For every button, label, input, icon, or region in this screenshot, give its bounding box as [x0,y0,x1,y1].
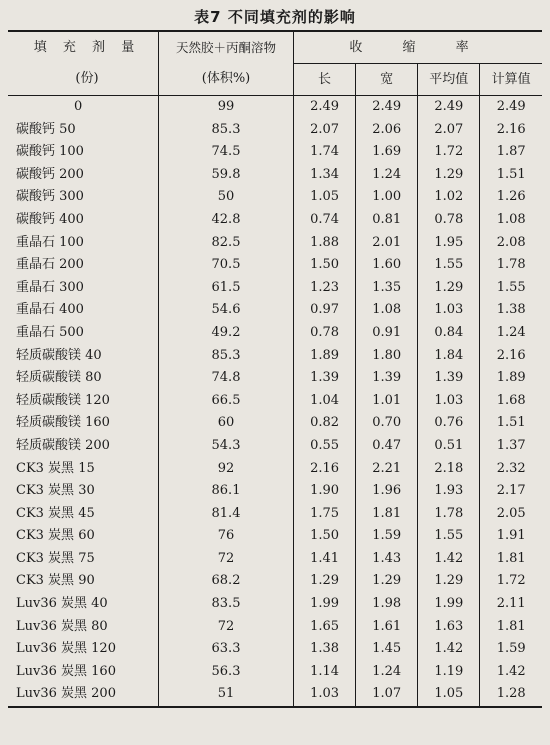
table-row [8,367,542,390]
cell-volume-percent: 42.8 [159,209,294,232]
cell-calculated: 2.17 [480,480,542,503]
table-row [8,186,542,209]
table-row [8,570,542,593]
table-row [8,435,542,458]
cell-width: 1.35 [356,277,418,300]
cell-width: 1.07 [356,683,418,707]
cell-width: 1.24 [356,164,418,187]
table-row [8,141,542,164]
cell-average: 1.03 [418,390,480,413]
table-row [8,548,542,571]
cell-width: 1.81 [356,503,418,526]
cell-length: 1.50 [294,525,356,548]
cell-calculated: 1.72 [480,570,542,593]
cell-volume-percent: 50 [159,186,294,209]
cell-calculated: 1.24 [480,322,542,345]
table-row [8,164,542,187]
cell-calculated: 1.55 [480,277,542,300]
cell-filler-amount: Luv36 炭黑 120 [16,641,116,657]
cell-average: 1.02 [418,186,480,209]
table-row [8,661,542,684]
cell-average: 1.55 [418,254,480,277]
cell-length: 1.23 [294,277,356,300]
cell-length: 1.50 [294,254,356,277]
cell-volume-percent: 66.5 [159,390,294,413]
cell-average: 0.78 [418,209,480,232]
cell-volume-percent: 54.6 [159,299,294,322]
cell-volume-percent: 74.8 [159,367,294,390]
cell-volume-percent: 86.1 [159,480,294,503]
cell-calculated: 1.38 [480,299,542,322]
table-row [8,254,542,277]
cell-volume-percent: 49.2 [159,322,294,345]
cell-average: 1.05 [418,683,480,707]
cell-average: 0.76 [418,412,480,435]
cell-calculated: 2.08 [480,232,542,255]
table-row [8,480,542,503]
cell-filler-amount: CK3 炭黑 45 [16,505,95,521]
cell-length: 1.74 [294,141,356,164]
cell-average: 1.72 [418,141,480,164]
header-volume-bottom: (体积%) [159,64,294,96]
cell-volume-percent: 83.5 [159,593,294,616]
cell-calculated: 1.26 [480,186,542,209]
cell-length: 1.89 [294,345,356,368]
cell-calculated: 2.16 [480,119,542,142]
table-row [8,593,542,616]
cell-filler-amount: 碳酸钙 100 [16,144,84,160]
cell-length: 1.14 [294,661,356,684]
cell-length: 1.65 [294,616,356,639]
cell-width: 0.70 [356,412,418,435]
cell-filler-amount: 碳酸钙 50 [16,121,76,137]
cell-calculated: 1.78 [480,254,542,277]
cell-length: 1.41 [294,548,356,571]
cell-width: 2.06 [356,119,418,142]
cell-filler-amount: 重晶石 200 [16,257,84,273]
cell-volume-percent: 63.3 [159,638,294,661]
header-width: 宽 [356,64,418,96]
cell-width: 1.00 [356,186,418,209]
cell-average: 0.84 [418,322,480,345]
cell-volume-percent: 82.5 [159,232,294,255]
header-calculated: 计算值 [480,64,542,96]
cell-width: 2.49 [356,96,418,119]
cell-length: 1.04 [294,390,356,413]
cell-length: 0.74 [294,209,356,232]
cell-width: 1.45 [356,638,418,661]
cell-filler-amount: 重晶石 500 [16,324,84,340]
cell-width: 1.59 [356,525,418,548]
cell-width: 1.24 [356,661,418,684]
header-shrinkage: 收 缩 率 [294,31,543,64]
cell-volume-percent: 56.3 [159,661,294,684]
cell-average: 1.29 [418,164,480,187]
cell-width: 1.96 [356,480,418,503]
cell-filler-amount: Luv36 炭黑 80 [16,618,108,634]
cell-volume-percent: 54.3 [159,435,294,458]
cell-filler-amount: 轻质碳酸镁 160 [16,415,110,431]
cell-length: 0.82 [294,412,356,435]
cell-filler-amount: 碳酸钙 200 [16,166,84,182]
cell-filler-amount: CK3 炭黑 90 [16,573,95,589]
table-row [8,277,542,300]
cell-calculated: 2.11 [480,593,542,616]
cell-average: 1.78 [418,503,480,526]
cell-volume-percent: 74.5 [159,141,294,164]
header-length: 长 [294,64,356,96]
cell-calculated: 1.51 [480,164,542,187]
cell-width: 0.91 [356,322,418,345]
cell-volume-percent: 76 [159,525,294,548]
cell-filler-amount: 0 [74,99,83,114]
cell-volume-percent: 72 [159,616,294,639]
cell-filler-amount: Luv36 炭黑 160 [16,663,116,679]
cell-length: 1.29 [294,570,356,593]
table-row [8,616,542,639]
cell-volume-percent: 85.3 [159,119,294,142]
cell-calculated: 1.37 [480,435,542,458]
cell-filler-amount: 轻质碳酸镁 40 [16,347,102,363]
cell-filler-amount: CK3 炭黑 30 [16,483,95,499]
table-row [8,390,542,413]
cell-calculated: 1.51 [480,412,542,435]
cell-average: 1.29 [418,570,480,593]
header-filler: 填 充 剂 量 [8,31,159,64]
table-header [8,31,542,96]
cell-length: 1.99 [294,593,356,616]
cell-width: 1.61 [356,616,418,639]
cell-volume-percent: 70.5 [159,254,294,277]
header-unit: (份) [8,64,159,96]
cell-length: 1.34 [294,164,356,187]
cell-average: 1.42 [418,638,480,661]
table-row [8,458,542,481]
header-row-bottom [8,64,542,96]
table-row [8,345,542,368]
cell-length: 0.55 [294,435,356,458]
cell-width: 1.08 [356,299,418,322]
cell-width: 1.69 [356,141,418,164]
header-average: 平均值 [418,64,480,96]
cell-calculated: 2.05 [480,503,542,526]
table-row [8,119,542,142]
cell-length: 1.38 [294,638,356,661]
cell-filler-amount: 轻质碳酸镁 80 [16,370,102,386]
cell-average: 1.63 [418,616,480,639]
cell-length: 1.90 [294,480,356,503]
cell-volume-percent: 85.3 [159,345,294,368]
cell-filler-amount: CK3 炭黑 15 [16,460,95,476]
cell-average: 1.55 [418,525,480,548]
cell-calculated: 2.49 [480,96,542,119]
cell-average: 1.42 [418,548,480,571]
table-body [8,96,542,708]
table-row [8,503,542,526]
cell-filler-amount: 轻质碳酸镁 120 [16,392,110,408]
cell-volume-percent: 51 [159,683,294,707]
cell-filler-amount: 碳酸钙 400 [16,211,84,227]
cell-average: 1.19 [418,661,480,684]
cell-volume-percent: 59.8 [159,164,294,187]
table-row [8,209,542,232]
cell-length: 1.88 [294,232,356,255]
table-row [8,412,542,435]
table-row [8,299,542,322]
cell-volume-percent: 99 [159,96,294,119]
cell-filler-amount: Luv36 炭黑 200 [8,683,159,707]
cell-calculated: 2.16 [480,345,542,368]
cell-filler-amount: 重晶石 300 [16,279,84,295]
table-title: 表7 不同填充剂的影响 [194,8,356,26]
cell-width: 1.80 [356,345,418,368]
cell-average: 1.39 [418,367,480,390]
cell-filler-amount: Luv36 炭黑 40 [16,596,108,612]
cell-width: 2.21 [356,458,418,481]
cell-calculated: 1.89 [480,367,542,390]
cell-calculated: 1.87 [480,141,542,164]
table-row [8,683,542,707]
cell-filler-amount: 轻质碳酸镁 200 [16,437,110,453]
cell-average: 1.99 [418,593,480,616]
cell-filler-amount: 碳酸钙 300 [16,189,84,205]
cell-length: 2.16 [294,458,356,481]
cell-volume-percent: 72 [159,548,294,571]
cell-volume-percent: 68.2 [159,570,294,593]
cell-length: 1.03 [294,683,356,707]
cell-calculated: 1.42 [480,661,542,684]
cell-average: 1.95 [418,232,480,255]
cell-width: 1.29 [356,570,418,593]
cell-length: 0.97 [294,299,356,322]
cell-average: 1.84 [418,345,480,368]
cell-filler-amount: CK3 炭黑 60 [16,528,95,544]
cell-length: 1.75 [294,503,356,526]
cell-volume-percent: 61.5 [159,277,294,300]
cell-width: 0.47 [356,435,418,458]
cell-volume-percent: 81.4 [159,503,294,526]
cell-filler-amount: 重晶石 400 [16,302,84,318]
cell-calculated: 1.81 [480,548,542,571]
cell-calculated: 1.28 [480,683,542,707]
cell-length: 2.07 [294,119,356,142]
cell-calculated: 1.68 [480,390,542,413]
cell-width: 1.01 [356,390,418,413]
cell-average: 1.93 [418,480,480,503]
cell-filler-amount: CK3 炭黑 75 [16,550,95,566]
table-row [8,322,542,345]
cell-length: 2.49 [294,96,356,119]
table-row [8,638,542,661]
cell-width: 1.60 [356,254,418,277]
cell-calculated: 2.32 [480,458,542,481]
cell-calculated: 1.08 [480,209,542,232]
cell-average: 1.29 [418,277,480,300]
cell-average: 2.49 [418,96,480,119]
cell-width: 1.98 [356,593,418,616]
header-volume-top: 天然胶＋丙酮溶物 [159,31,294,64]
cell-average: 0.51 [418,435,480,458]
cell-calculated: 1.59 [480,638,542,661]
cell-width: 0.81 [356,209,418,232]
cell-average: 2.18 [418,458,480,481]
header-row-top [8,31,542,64]
cell-filler-amount: 重晶石 100 [16,234,84,250]
cell-volume-percent: 92 [159,458,294,481]
cell-calculated: 1.91 [480,525,542,548]
table-row [8,525,542,548]
cell-volume-percent: 60 [159,412,294,435]
cell-calculated: 1.81 [480,616,542,639]
filler-effect-table [8,30,542,708]
cell-average: 2.07 [418,119,480,142]
table-row [8,96,542,119]
cell-width: 1.43 [356,548,418,571]
cell-width: 1.39 [356,367,418,390]
cell-length: 1.05 [294,186,356,209]
cell-average: 1.03 [418,299,480,322]
cell-width: 2.01 [356,232,418,255]
cell-length: 1.39 [294,367,356,390]
cell-length: 0.78 [294,322,356,345]
table-row [8,232,542,255]
